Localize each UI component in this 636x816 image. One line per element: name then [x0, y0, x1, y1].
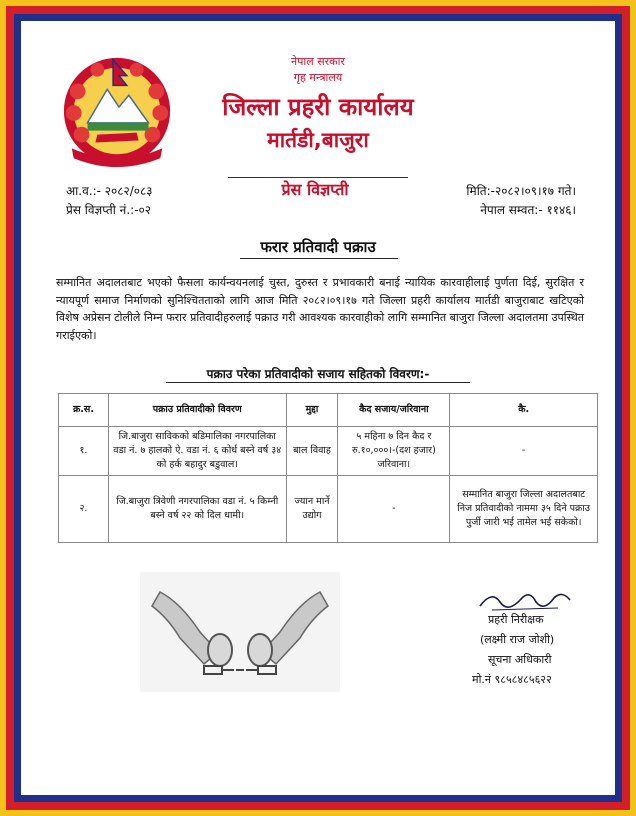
cell-serial: १.: [59, 427, 109, 476]
cell-case: बाल विवाह: [286, 427, 338, 476]
header-govt: नेपाल सरकार: [291, 55, 345, 68]
cell-remarks: -: [450, 427, 598, 476]
cell-serial: २.: [59, 476, 109, 543]
header-ministry: गृह मन्त्रालय: [293, 71, 343, 84]
cell-sentence: -: [338, 476, 450, 543]
release-number: प्रेस विज्ञप्ती नं.:-०२: [66, 203, 152, 217]
col-case: मुद्दा: [286, 394, 338, 427]
signatory-mobile: मो.नं ९८५८४८५६२२: [472, 673, 552, 686]
cell-details: जि.बाजुरा त्रिवेणी नगरपालिका वडा नं. ५ किम्नी बस्ने वर्ष २२ को दिल धामी।: [108, 476, 286, 543]
table-header-row: [59, 394, 598, 427]
news-title-underline: [240, 258, 398, 259]
body-paragraph: सम्मानित अदालतबाट भएको फैसला कार्यन्वयनलाई चुस्त, दुरुस्त र प्रभावकारी बनाई न्यायिक कारवाहीलाई पुर्णता दिई, सुरक्षित र न्यायपूर्ण समाज निर्माणको सुनिश्चितताको लागि आज मिति २०८२।०९।१७ गते जिल्ला प्रहरी कार्यालय मार्तडी बाजुराबाट खटिएको विशेष अप्रेसन टोलीले निम्न फरार प्रतिवादीहरुलाई पक्राउ गरी आवश्यक कारवाहीको लागि सम्मानित बाजुरा जिल्ला अदालतमा उपस्थित गराईएको।: [56, 276, 584, 342]
col-serial: क्र.स.: [59, 394, 109, 427]
cell-details: जि.बाजुरा साविकको बडिमालिका नगरपालिका वडा नं. ७ हालको ऐ. वडा नं. ६ कोर्ध बस्ने वर्ष ३४ को हर्क बहादुर बडुवाल।: [108, 427, 286, 476]
handcuffed-hands-icon: [140, 572, 340, 692]
nepal-samvat: नेपाल सम्वत:- ११४६।: [480, 203, 576, 217]
col-sentence: कैद सजाय/जरिवाना: [338, 394, 450, 427]
cell-sentence: ५ महिना ७ दिन कैद र रु.१०,०००।-(दश हजार) जरिवाना।: [338, 427, 450, 476]
col-details: पक्राउ प्रतिवादीको विवरण: [108, 394, 286, 427]
cell-remarks: सम्मानित बाजुरा जिल्ला अदालतबाट निज प्रतिवादीको नाममा ३५ दिने पक्राउ पुर्जी जारी भई तामेल भई सकेको।: [450, 476, 598, 543]
fiscal-year: आ.व.:- २०८२/०८३: [66, 184, 153, 198]
table-title: पक्राउ परेका प्रतिवादीको सजाय सहितको विवरण:-: [206, 367, 430, 381]
signatory-role: सूचना अधिकारी: [488, 653, 552, 666]
table-row: [59, 427, 598, 476]
news-title: फरार प्रतिवादी पक्राउ: [260, 238, 376, 256]
table-title-underline: [166, 382, 470, 383]
header-location: मार्तडी,बाजुरा: [267, 128, 369, 152]
release-date: मिति:-२०८२।०९।१७ गते।: [466, 184, 576, 198]
press-title: प्रेस विज्ञप्ती: [281, 180, 349, 199]
table-row: [59, 476, 598, 543]
cell-case: ज्यान मार्ने उद्योग: [286, 476, 338, 543]
signatory-rank: प्रहरी निरीक्षक: [488, 613, 544, 626]
signatory-name: (लक्ष्मी राज जोशी): [480, 633, 555, 646]
cases-table: [58, 393, 598, 543]
header-office: जिल्ला प्रहरी कार्यालय: [222, 93, 414, 121]
col-remarks: कै.: [450, 394, 598, 427]
